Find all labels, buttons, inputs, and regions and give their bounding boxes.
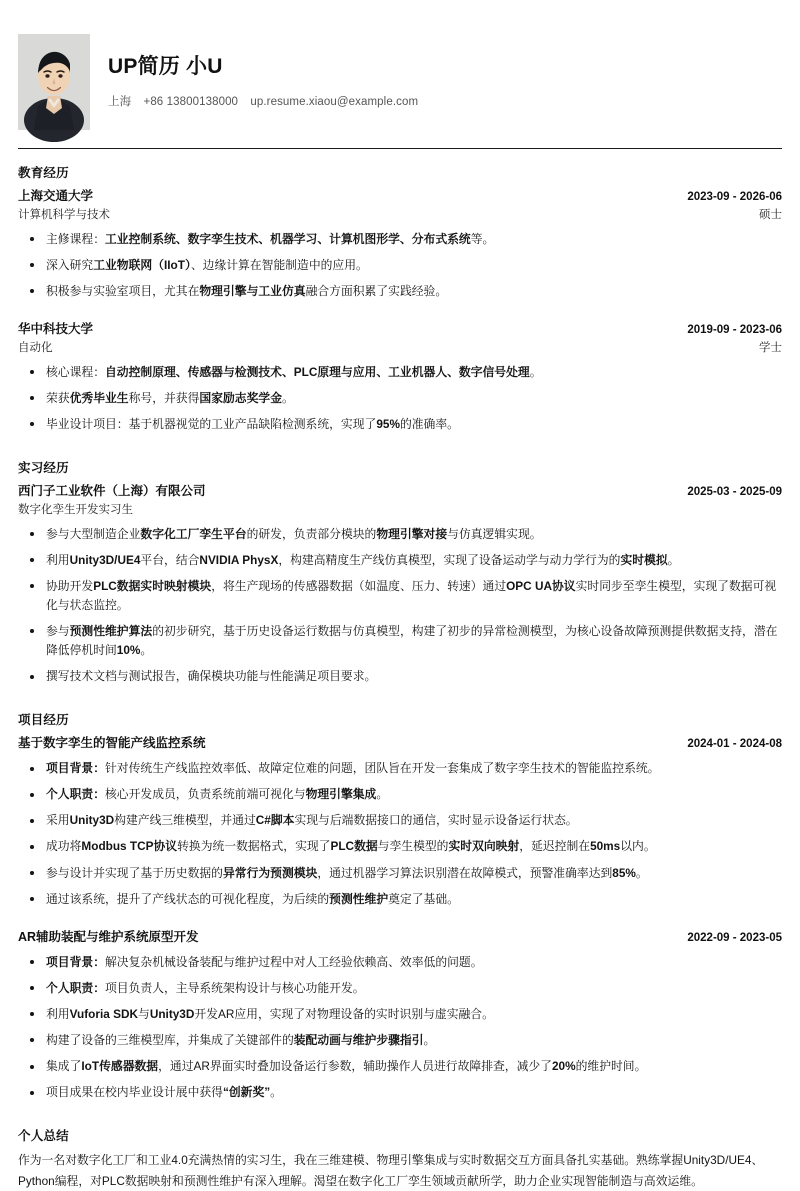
bullet-item: 利用Unity3D/UE4平台，结合NVIDIA PhysX，构建高精度生产线仿真模型，实现了设备运动学与动力学行为的实时模拟。 — [18, 551, 782, 570]
resume-section — [18, 710, 782, 1124]
bullet-item: 个人职责：核心开发成员，负责系统前端可视化与物理引擎集成。 — [18, 785, 782, 804]
contact-line — [108, 93, 418, 109]
contact-location: 上海 — [108, 95, 132, 108]
bullet-item: 项目背景：解决复杂机械设备装配与维护过程中对人工经验依赖高、效率低的问题。 — [18, 953, 782, 972]
bullet-item: 采用Unity3D构建产线三维模型，并通过C#脚本实现与后端数据接口的通信，实时显示设备运行状态。 — [18, 811, 782, 830]
resume-entry — [18, 187, 782, 301]
entry-subtitle: 数字化孪生开发实习生 — [18, 503, 133, 516]
entry-header-row — [18, 734, 782, 754]
section-summary — [18, 1126, 782, 1191]
entry-bullet-list — [18, 759, 782, 909]
bullet-item: 集成了IoT传感器数据，通过AR界面实时叠加设备运行参数，辅助操作人员进行故障排查，减少了20%的维护时间。 — [18, 1057, 782, 1076]
entry-date-range: 2023-09 - 2026-06 — [687, 191, 782, 203]
entry-meta: 学士 — [759, 341, 782, 354]
profile-photo — [18, 34, 90, 130]
section-spacer — [18, 444, 782, 456]
entry-subtitle-row — [18, 502, 782, 520]
entry-date-range: 2025-03 - 2025-09 — [687, 485, 782, 498]
entry-bullet-list — [18, 953, 782, 1103]
resume-entry — [18, 482, 782, 686]
resume-entry — [18, 928, 782, 1102]
resume-sections — [18, 163, 782, 1124]
entry-spacer — [18, 919, 782, 928]
section-spacer — [18, 696, 782, 708]
bullet-item: 参与设计并实现了基于历史数据的异常行为预测模块，通过机器学习算法识别潜在故障模式，预警准确率达到85%。 — [18, 864, 782, 883]
bullet-item: 主修课程：工业控制系统、数字孪生技术、机器学习、计算机图形学、分布式系统等。 — [18, 230, 782, 249]
header-text-block — [108, 55, 418, 108]
resume-entry — [18, 734, 782, 908]
resume-section — [18, 458, 782, 708]
entry-header-row — [18, 928, 782, 948]
entry-spacer — [18, 311, 782, 320]
bullet-item: 核心课程：自动控制原理、传感器与检测技术、PLC原理与应用、工业机器人、数字信号处理。 — [18, 363, 782, 382]
section-title-summary: 个人总结 — [18, 1129, 69, 1144]
bullet-item: 毕业设计项目：基于机器视觉的工业产品缺陷检测系统，实现了95%的准确率。 — [18, 415, 782, 434]
section-title: 实习经历 — [18, 460, 69, 475]
contact-email: up.resume.xiaou@example.com — [250, 95, 419, 108]
entry-date-range: 2022-09 - 2023-05 — [687, 931, 782, 944]
bullet-item: 协助开发PLC数据实时映射模块，将生产现场的传感器数据（如温度、压力、转速）通过OPC UA协议实时同步至孪生模型，实现了数据可视化与状态监控。 — [18, 577, 782, 615]
bullet-item: 参与预测性维护算法的初步研究，基于历史设备运行数据与仿真模型，构建了初步的异常检测模型，为核心设备故障预测提供数据支持，潜在降低停机时间10%。 — [18, 622, 782, 660]
candidate-name: UP简历 小U — [108, 55, 223, 79]
entry-subtitle-row — [18, 207, 782, 225]
entry-header-row — [18, 320, 782, 340]
entry-date-range: 2019-09 - 2023-06 — [687, 323, 782, 336]
summary-paragraph: 作为一名对数字化工厂和工业4.0充满热情的实习生，我在三维建模、物理引擎集成与实时数据交互方面具备扎实基础。熟练掌握Unity3D/UE4、Python编程，对PLC数据映射和预测性维护有深入理解。渴望在数字化工厂孪生领域贡献所学，助力企业实现智能制造与高效运维。 — [18, 1153, 764, 1188]
entry-bullet-list — [18, 230, 782, 301]
bullet-item: 个人职责：项目负责人，主导系统架构设计与核心功能开发。 — [18, 979, 782, 998]
resume-section — [18, 163, 782, 456]
entry-subtitle-row — [18, 340, 782, 358]
entry-organization: AR辅助装配与维护系统原型开发 — [18, 929, 199, 944]
entry-subtitle: 自动化 — [18, 341, 53, 354]
entry-bullet-list — [18, 525, 782, 687]
bullet-item: 项目成果在校内毕业设计展中获得“创新奖”。 — [18, 1083, 782, 1102]
bullet-item: 参与大型制造企业数字化工厂孪生平台的研发，负责部分模块的物理引擎对接与仿真逻辑实现。 — [18, 525, 782, 544]
section-title: 教育经历 — [18, 166, 69, 180]
resume-header — [18, 0, 782, 140]
entry-organization: 基于数字孪生的智能产线监控系统 — [18, 736, 206, 751]
entry-date-range: 2024-01 - 2024-08 — [687, 738, 782, 751]
bullet-item: 构建了设备的三维模型库，并集成了关键部件的装配动画与维护步骤指引。 — [18, 1031, 782, 1050]
section-spacer — [18, 1112, 782, 1124]
bullet-item: 项目背景：针对传统生产线监控效率低、故障定位难的问题，团队旨在开发一套集成了数字孪生技术的智能监控系统。 — [18, 759, 782, 778]
entry-header-row — [18, 187, 782, 207]
entry-bullet-list — [18, 363, 782, 434]
contact-phone: +86 13800138000 — [143, 95, 239, 108]
entry-meta: 硕士 — [759, 208, 782, 221]
bullet-item: 通过该系统，提升了产线状态的可视化程度，为后续的预测性维护奠定了基础。 — [18, 890, 782, 909]
bullet-item: 利用Vuforia SDK与Unity3D开发AR应用，实现了对物理设备的实时识别与虚实融合。 — [18, 1005, 782, 1024]
bullet-item: 深入研究工业物联网（IIoT）、边缘计算在智能制造中的应用。 — [18, 256, 782, 275]
entry-subtitle: 计算机科学与技术 — [18, 208, 110, 221]
bullet-item: 成功将Modbus TCP协议转换为统一数据格式，实现了PLC数据与孪生模型的实时双向映射，延迟控制在50ms以内。 — [18, 837, 782, 856]
entry-organization: 西门子工业软件（上海）有限公司 — [18, 483, 206, 498]
resume-entry — [18, 320, 782, 434]
bullet-item: 撰写技术文档与测试报告，确保模块功能与性能满足项目要求。 — [18, 667, 782, 686]
entry-organization: 上海交通大学 — [18, 189, 94, 203]
section-title: 项目经历 — [18, 713, 69, 728]
header-divider — [18, 148, 782, 149]
bullet-item: 积极参与实验室项目，尤其在物理引擎与工业仿真融合方面积累了实践经验。 — [18, 282, 782, 301]
bullet-item: 荣获优秀毕业生称号，并获得国家励志奖学金。 — [18, 389, 782, 408]
entry-header-row — [18, 482, 782, 502]
entry-organization: 华中科技大学 — [18, 321, 94, 336]
